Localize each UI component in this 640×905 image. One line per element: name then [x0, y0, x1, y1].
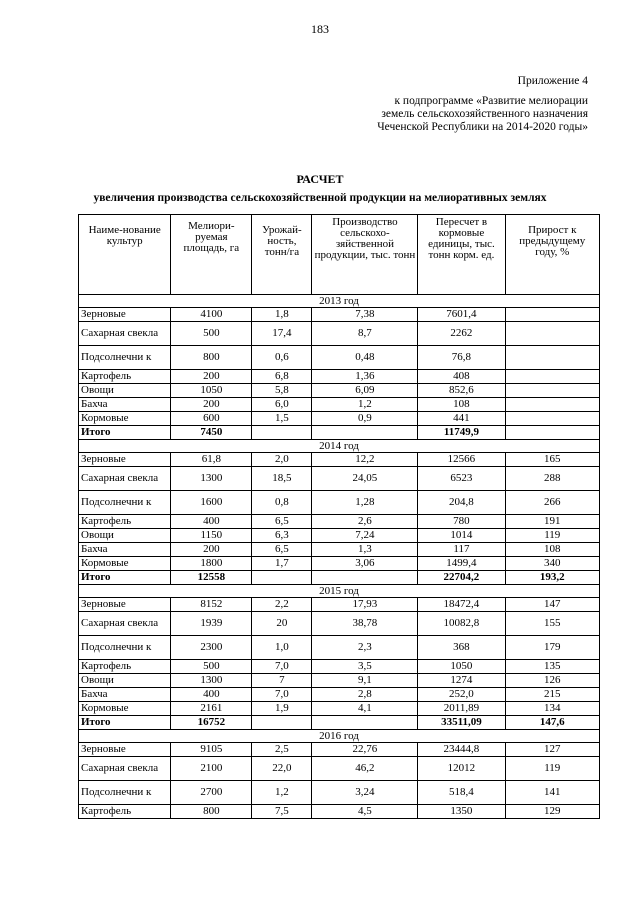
- value-cell: 0,48: [312, 346, 418, 370]
- value-cell: 1,2: [252, 781, 312, 805]
- table-header-row: [79, 215, 600, 295]
- table-row: [79, 398, 600, 412]
- value-cell: 400: [171, 515, 252, 529]
- value-cell: 108: [505, 543, 599, 557]
- crop-name-cell: Бахча: [79, 543, 171, 557]
- value-cell: 2,3: [312, 636, 418, 660]
- year-label: 2013 год: [79, 295, 600, 308]
- value-cell: [505, 370, 599, 384]
- value-cell: 1274: [418, 674, 505, 688]
- crop-name-cell: Овощи: [79, 384, 171, 398]
- table-row: [79, 543, 600, 557]
- total-row: [79, 426, 600, 440]
- value-cell: 23444,8: [418, 743, 505, 757]
- value-cell: 6,5: [252, 543, 312, 557]
- value-cell: 400: [171, 688, 252, 702]
- appendix-line-2: к подпрограмме «Развитие мелиорации: [394, 95, 588, 107]
- value-cell: 10082,8: [418, 612, 505, 636]
- column-header: Наиме-нование культур: [79, 215, 171, 295]
- column-header: Пересчет в кормовые единицы, тыс. тонн корм. ед.: [418, 215, 505, 295]
- value-cell: 1,28: [312, 491, 418, 515]
- value-cell: 6,3: [252, 529, 312, 543]
- value-cell: 441: [418, 412, 505, 426]
- crop-name-cell: Зерновые: [79, 743, 171, 757]
- value-cell: 3,24: [312, 781, 418, 805]
- value-cell: 288: [505, 467, 599, 491]
- table-row: [79, 688, 600, 702]
- value-cell: 20: [252, 612, 312, 636]
- total-value-cell: [312, 426, 418, 440]
- table-row: [79, 370, 600, 384]
- crop-name-cell: Кормовые: [79, 412, 171, 426]
- value-cell: 204,8: [418, 491, 505, 515]
- table-row: [79, 757, 600, 781]
- value-cell: 7: [252, 674, 312, 688]
- total-value-cell: [252, 571, 312, 585]
- value-cell: 2300: [171, 636, 252, 660]
- value-cell: 6,0: [252, 398, 312, 412]
- value-cell: 46,2: [312, 757, 418, 781]
- value-cell: 6,5: [252, 515, 312, 529]
- value-cell: 1350: [418, 805, 505, 819]
- column-header: Мелиори-руемая площадь, га: [171, 215, 252, 295]
- value-cell: 165: [505, 453, 599, 467]
- crop-name-cell: Зерновые: [79, 453, 171, 467]
- value-cell: 1014: [418, 529, 505, 543]
- crop-name-cell: Зерновые: [79, 308, 171, 322]
- crop-name-cell: Овощи: [79, 529, 171, 543]
- total-label-cell: Итого: [79, 716, 171, 730]
- value-cell: 500: [171, 322, 252, 346]
- value-cell: 200: [171, 543, 252, 557]
- crop-name-cell: Картофель: [79, 370, 171, 384]
- crop-name-cell: Подсолнечни к: [79, 781, 171, 805]
- value-cell: 1,0: [252, 636, 312, 660]
- table-body: [79, 295, 600, 819]
- total-row: [79, 571, 600, 585]
- value-cell: [505, 384, 599, 398]
- value-cell: 12,2: [312, 453, 418, 467]
- value-cell: 12012: [418, 757, 505, 781]
- value-cell: 9,1: [312, 674, 418, 688]
- value-cell: 0,8: [252, 491, 312, 515]
- value-cell: 780: [418, 515, 505, 529]
- table-row: [79, 515, 600, 529]
- value-cell: 5,8: [252, 384, 312, 398]
- value-cell: 129: [505, 805, 599, 819]
- value-cell: 2011,89: [418, 702, 505, 716]
- year-row: [79, 730, 600, 743]
- appendix-line-3: земель сельскохозяйственного назначения: [381, 108, 588, 120]
- value-cell: 1,7: [252, 557, 312, 571]
- value-cell: 2700: [171, 781, 252, 805]
- crop-name-cell: Кормовые: [79, 557, 171, 571]
- table-row: [79, 346, 600, 370]
- crop-name-cell: Бахча: [79, 688, 171, 702]
- total-value-cell: 193,2: [505, 571, 599, 585]
- table-row: [79, 557, 600, 571]
- crop-name-cell: Сахарная свекла: [79, 467, 171, 491]
- value-cell: 1939: [171, 612, 252, 636]
- value-cell: 18,5: [252, 467, 312, 491]
- crop-name-cell: Сахарная свекла: [79, 322, 171, 346]
- value-cell: 17,93: [312, 598, 418, 612]
- value-cell: 4,5: [312, 805, 418, 819]
- value-cell: 4100: [171, 308, 252, 322]
- crop-name-cell: Кормовые: [79, 702, 171, 716]
- table-row: [79, 805, 600, 819]
- crop-name-cell: Сахарная свекла: [79, 757, 171, 781]
- value-cell: 17,4: [252, 322, 312, 346]
- value-cell: 1,8: [252, 308, 312, 322]
- value-cell: 126: [505, 674, 599, 688]
- value-cell: 7,24: [312, 529, 418, 543]
- value-cell: 215: [505, 688, 599, 702]
- year-row: [79, 440, 600, 453]
- value-cell: 800: [171, 346, 252, 370]
- value-cell: 12566: [418, 453, 505, 467]
- value-cell: 340: [505, 557, 599, 571]
- calculation-table: [78, 214, 600, 819]
- value-cell: 1,9: [252, 702, 312, 716]
- total-value-cell: [312, 571, 418, 585]
- appendix-line-4: Чеченской Республики на 2014-2020 годы»: [377, 121, 588, 133]
- appendix-label: Приложение 4: [517, 75, 588, 87]
- crop-name-cell: Картофель: [79, 515, 171, 529]
- value-cell: 1050: [171, 384, 252, 398]
- value-cell: 191: [505, 515, 599, 529]
- table-row: [79, 660, 600, 674]
- value-cell: 408: [418, 370, 505, 384]
- table-row: [79, 308, 600, 322]
- total-value-cell: 16752: [171, 716, 252, 730]
- value-cell: 3,06: [312, 557, 418, 571]
- crop-name-cell: Зерновые: [79, 598, 171, 612]
- value-cell: 1,36: [312, 370, 418, 384]
- table-row: [79, 674, 600, 688]
- value-cell: 147: [505, 598, 599, 612]
- page-number: 183: [311, 22, 329, 36]
- value-cell: 3,5: [312, 660, 418, 674]
- value-cell: 2,6: [312, 515, 418, 529]
- value-cell: 1800: [171, 557, 252, 571]
- table-row: [79, 598, 600, 612]
- value-cell: 18472,4: [418, 598, 505, 612]
- value-cell: 2161: [171, 702, 252, 716]
- value-cell: 1499,4: [418, 557, 505, 571]
- column-header: Прирост к предыдущему году, %: [505, 215, 599, 295]
- document-title: РАСЧЕТ: [296, 172, 344, 186]
- total-value-cell: [312, 716, 418, 730]
- value-cell: 2,2: [252, 598, 312, 612]
- crop-name-cell: Подсолнечни к: [79, 636, 171, 660]
- value-cell: 135: [505, 660, 599, 674]
- year-row: [79, 585, 600, 598]
- crop-name-cell: Подсолнечни к: [79, 491, 171, 515]
- year-label: 2016 год: [79, 730, 600, 743]
- value-cell: 127: [505, 743, 599, 757]
- table-row: [79, 453, 600, 467]
- table-row: [79, 702, 600, 716]
- value-cell: 368: [418, 636, 505, 660]
- total-value-cell: [252, 716, 312, 730]
- value-cell: 22,0: [252, 757, 312, 781]
- value-cell: 38,78: [312, 612, 418, 636]
- value-cell: 76,8: [418, 346, 505, 370]
- total-label-cell: Итого: [79, 571, 171, 585]
- crop-name-cell: Картофель: [79, 805, 171, 819]
- value-cell: 6,8: [252, 370, 312, 384]
- value-cell: 1300: [171, 467, 252, 491]
- value-cell: 134: [505, 702, 599, 716]
- value-cell: 1,2: [312, 398, 418, 412]
- value-cell: 852,6: [418, 384, 505, 398]
- value-cell: 2100: [171, 757, 252, 781]
- table-row: [79, 529, 600, 543]
- year-row: [79, 295, 600, 308]
- value-cell: 2,0: [252, 453, 312, 467]
- value-cell: 600: [171, 412, 252, 426]
- value-cell: 119: [505, 529, 599, 543]
- value-cell: 0,6: [252, 346, 312, 370]
- value-cell: 7,5: [252, 805, 312, 819]
- table-row: [79, 491, 600, 515]
- value-cell: 1600: [171, 491, 252, 515]
- value-cell: 1,5: [252, 412, 312, 426]
- value-cell: 800: [171, 805, 252, 819]
- total-value-cell: 11749,9: [418, 426, 505, 440]
- value-cell: 0,9: [312, 412, 418, 426]
- value-cell: 22,76: [312, 743, 418, 757]
- value-cell: 141: [505, 781, 599, 805]
- value-cell: 2,8: [312, 688, 418, 702]
- total-row: [79, 716, 600, 730]
- table-row: [79, 467, 600, 491]
- value-cell: [505, 308, 599, 322]
- value-cell: [505, 322, 599, 346]
- value-cell: 252,0: [418, 688, 505, 702]
- value-cell: 266: [505, 491, 599, 515]
- total-label-cell: Итого: [79, 426, 171, 440]
- value-cell: 8152: [171, 598, 252, 612]
- value-cell: 2,5: [252, 743, 312, 757]
- value-cell: 7,0: [252, 688, 312, 702]
- value-cell: 200: [171, 398, 252, 412]
- value-cell: 6523: [418, 467, 505, 491]
- value-cell: [505, 412, 599, 426]
- total-value-cell: [505, 426, 599, 440]
- crop-name-cell: Сахарная свекла: [79, 612, 171, 636]
- total-value-cell: [252, 426, 312, 440]
- value-cell: 8,7: [312, 322, 418, 346]
- value-cell: 9105: [171, 743, 252, 757]
- value-cell: 200: [171, 370, 252, 384]
- value-cell: 24,05: [312, 467, 418, 491]
- value-cell: 155: [505, 612, 599, 636]
- crop-name-cell: Подсолнечни к: [79, 346, 171, 370]
- table-row: [79, 612, 600, 636]
- crop-name-cell: Бахча: [79, 398, 171, 412]
- value-cell: 117: [418, 543, 505, 557]
- year-label: 2015 год: [79, 585, 600, 598]
- column-header: Урожай-ность, тонн/га: [252, 215, 312, 295]
- table-row: [79, 781, 600, 805]
- table-row: [79, 412, 600, 426]
- total-value-cell: 147,6: [505, 716, 599, 730]
- value-cell: 1050: [418, 660, 505, 674]
- value-cell: 4,1: [312, 702, 418, 716]
- value-cell: 119: [505, 757, 599, 781]
- value-cell: [505, 346, 599, 370]
- value-cell: 108: [418, 398, 505, 412]
- value-cell: [505, 398, 599, 412]
- value-cell: 1300: [171, 674, 252, 688]
- value-cell: 518,4: [418, 781, 505, 805]
- value-cell: 1150: [171, 529, 252, 543]
- value-cell: 179: [505, 636, 599, 660]
- year-label: 2014 год: [79, 440, 600, 453]
- total-value-cell: 33511,09: [418, 716, 505, 730]
- crop-name-cell: Овощи: [79, 674, 171, 688]
- document-subtitle: увеличения производства сельскохозяйственной продукции на мелиоративных землях: [93, 192, 547, 204]
- column-header: Производство сельскохо-зяйственной продукции, тыс. тонн: [312, 215, 418, 295]
- value-cell: 2262: [418, 322, 505, 346]
- value-cell: 6,09: [312, 384, 418, 398]
- value-cell: 7,38: [312, 308, 418, 322]
- total-value-cell: 7450: [171, 426, 252, 440]
- table-row: [79, 384, 600, 398]
- value-cell: 500: [171, 660, 252, 674]
- value-cell: 1,3: [312, 543, 418, 557]
- table-row: [79, 322, 600, 346]
- value-cell: 7601,4: [418, 308, 505, 322]
- table-row: [79, 743, 600, 757]
- crop-name-cell: Картофель: [79, 660, 171, 674]
- table-row: [79, 636, 600, 660]
- value-cell: 61,8: [171, 453, 252, 467]
- total-value-cell: 12558: [171, 571, 252, 585]
- value-cell: 7,0: [252, 660, 312, 674]
- total-value-cell: 22704,2: [418, 571, 505, 585]
